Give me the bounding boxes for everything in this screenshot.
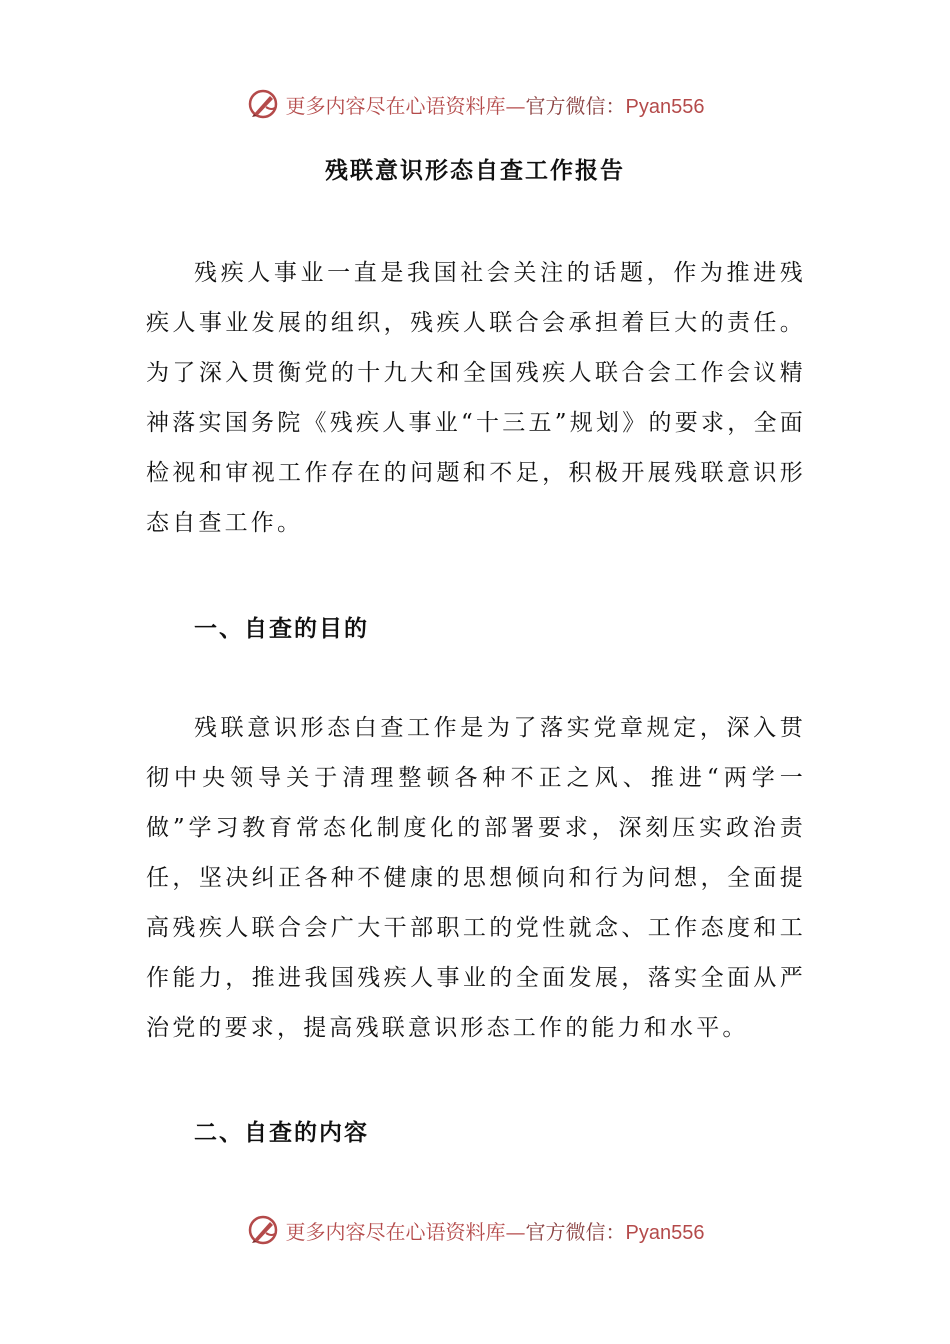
section2-heading: 二、自查的内容	[194, 1120, 369, 1146]
watermark-banner-top	[0, 84, 950, 124]
watermark-text	[286, 1216, 705, 1245]
intro-paragraph: 残疾人事业一直是我国社会关注的话题，作为推进残疾人事业发展的组织，残疾人联合会承担着巨大的责任。为了深入贯衡党的十九大和全国残疾人联合会工作会议精神落实国务院《残疾人事业“十三五”规划》的要求，全面检视和审视工作存在的问题和不足，积极开展残联意识形态自查工作。	[146, 260, 806, 536]
watermark-content	[246, 1213, 705, 1247]
watermark-text	[286, 90, 705, 119]
watermark-slogan: 更多内容尽在心语资料库—	[285, 1219, 526, 1244]
section1-paragraph: 残联意识形态白查工作是为了落实党章规定，深入贯彻中央领导关于清理整顿各种不正之风、推进“两学一做”学习教育常态化制度化的部署要求，深刻压实政治责任，坚决纠正各种不健康的思想倾向和行为问想，全面提高残疾人联合会广大干部职工的党性就念、工作态度和工作能力，推进我国残疾人事业的全面发展，落实全面从严治党的要求，提高残联意识形态工作的能力和水平。	[146, 715, 806, 1041]
watermark-slogan: 更多内容尽在心语资料库—	[285, 93, 526, 118]
pen-logo-icon	[246, 87, 280, 121]
watermark-wechat-id: Pyan556	[625, 1221, 705, 1244]
pen-logo-icon	[246, 1213, 280, 1247]
watermark-wechat-label: 官方微信：	[525, 93, 626, 118]
watermark-content	[246, 87, 705, 121]
watermark-wechat-id: Pyan556	[625, 95, 705, 118]
section1-heading: 一、自查的目的	[194, 616, 369, 642]
document-title: 残联意识形态自查工作报告	[325, 158, 625, 184]
watermark-wechat-label: 官方微信：	[525, 1219, 626, 1244]
watermark-banner-bottom	[0, 1210, 950, 1250]
